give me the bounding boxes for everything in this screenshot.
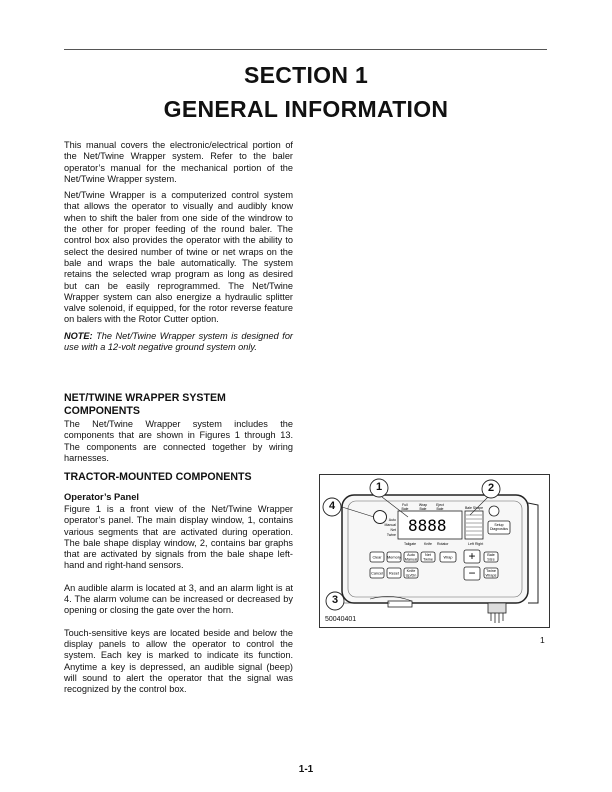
- svg-text:Twine: Twine: [423, 557, 433, 562]
- svg-text:Right: Right: [475, 542, 484, 546]
- intro-paragraph: This manual covers the electronic/electrical portion of the Net/Twine Wrapper system. Refer to the baler operator’s manual for the mechanical portion of the Net/Twine Wrapper system.: [64, 140, 293, 184]
- svg-text:Auto: Auto: [388, 518, 396, 522]
- page-number: 1-1: [298, 764, 314, 775]
- svg-text:+: +: [468, 549, 476, 563]
- svg-text:8888: 8888: [408, 516, 447, 535]
- alarm-paragraph: An audible alarm is located at 3, and an alarm light is at 4. The alarm volume can be increased or decreased by opening or closing the gate over the horn.: [64, 582, 293, 616]
- tractor-heading: TRACTOR-MOUNTED COMPONENTS: [64, 471, 252, 484]
- svg-text:Auto: Auto: [407, 553, 415, 557]
- note-paragraph: [64, 331, 293, 354]
- svg-text:Manual: Manual: [404, 557, 418, 562]
- keys-paragraph: Touch-sensitive keys are located beside and below the display panels to allow the operator to control the system. Each key is marked to indicate its function. Anytime a key is depressed, an audible signal (beep) will sound to alert the operator that the signal was recognized by the control box.: [64, 627, 293, 695]
- svg-text:Bale: Bale: [487, 553, 495, 557]
- section-title: GENERAL INFORMATION: [163, 96, 449, 122]
- components-heading: NET/TWINE WRAPPER SYSTEM COMPONENTS: [64, 392, 226, 417]
- svg-text:FullBale: Full Bale: [401, 503, 409, 511]
- svg-text:Cancel: Cancel: [371, 571, 383, 576]
- figure-number: 1: [540, 635, 545, 645]
- svg-text:Clear: Clear: [372, 555, 382, 560]
- components-column: [64, 392, 293, 695]
- svg-text:Twine: Twine: [386, 533, 396, 537]
- svg-text:Reset: Reset: [389, 571, 399, 576]
- callout-1: 1: [375, 481, 383, 493]
- figure-part-number: 50040401: [325, 616, 357, 623]
- svg-text:Net: Net: [425, 553, 431, 557]
- callout-3: 3: [331, 594, 339, 606]
- svg-text:Left: Left: [468, 542, 474, 546]
- svg-text:SetupDiagnostics: Setup Diagnostics: [489, 523, 509, 531]
- intro-column: [64, 140, 293, 353]
- svg-text:Memory: Memory: [387, 555, 401, 560]
- svg-text:Wrap: Wrap: [443, 555, 453, 560]
- svg-text:WrapBale: Wrap Bale: [418, 503, 428, 511]
- svg-text:EjectBale: Eject Bale: [436, 503, 444, 511]
- svg-text:Knife: Knife: [424, 542, 432, 546]
- panel-paragraph: Figure 1 is a front view of the Net/Twine Wrapper operator’s panel. The main display window, 1, contains various segments that are activated during operation. The bale shape display window, 2, contains bar graphs that are activated by signals from the bale shape left-hand and right-hand sensors.: [64, 503, 293, 571]
- callout-4: 4: [328, 500, 336, 512]
- system-paragraph: Net/Twine Wrapper is a computerized control system that allows the operator to visually and audibly know when to shift the baler from one side of the windrow to the other for proper feeding of the round baler. The control box also provides the operator with the ability to select the desired number of twine or net wraps on the bale and wraps the bale automatically. The system retains the selected wrap program as long as desired but can be easily reprogrammed. The Net/Twine Wrapper system can also energize a hydraulic splitter valve solenoid, if equipped, for the rotor reverse feature on balers with the Rotor Cutter option.: [64, 190, 293, 325]
- svg-text:Up/Dn: Up/Dn: [405, 573, 417, 578]
- svg-text:Manual: Manual: [384, 523, 396, 527]
- callout-2: 2: [487, 482, 495, 494]
- svg-text:Size: Size: [487, 557, 495, 562]
- svg-text:−: −: [468, 566, 476, 580]
- svg-text:Twine: Twine: [486, 569, 496, 573]
- operator-panel-illustration: [320, 475, 549, 627]
- svg-text:Rotator: Rotator: [437, 542, 449, 546]
- panel-subheading: Operator’s Panel: [64, 490, 140, 502]
- header-rule: [64, 49, 547, 50]
- svg-text:Tailgate: Tailgate: [404, 542, 417, 546]
- section-number: SECTION 1: [243, 62, 369, 88]
- figure-operator-panel: [319, 474, 550, 628]
- components-paragraph: The Net/Twine Wrapper system includes the components that are shown in Figures 1 through 13. The components are connected together by wiring harnesses.: [64, 419, 293, 463]
- svg-text:Bale Shape: Bale Shape: [464, 506, 484, 510]
- note-label: NOTE:: [64, 330, 93, 341]
- svg-text:Knife: Knife: [406, 569, 416, 573]
- svg-text:Wraps: Wraps: [485, 573, 497, 578]
- svg-text:Net: Net: [390, 528, 396, 532]
- note-text: The Net/Twine Wrapper system is designed for use with a 12-volt negative ground system only.: [64, 330, 293, 353]
